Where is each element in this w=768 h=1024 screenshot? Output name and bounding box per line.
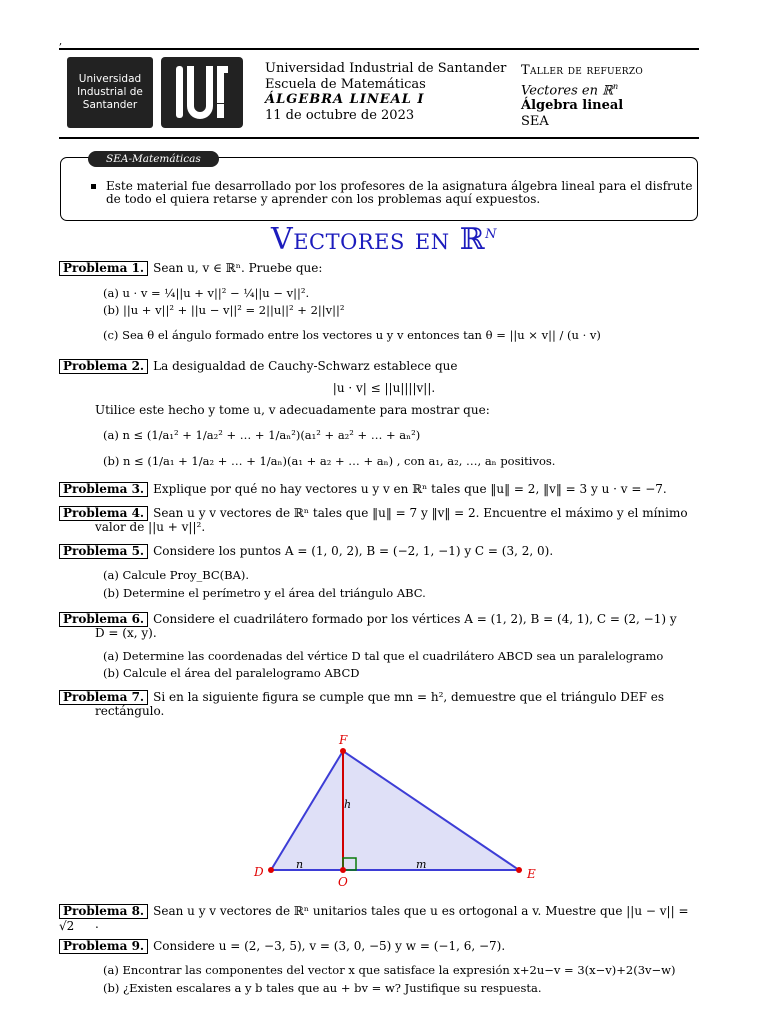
- problem-2-continuation: Utilice este hecho y tome u, v adecuadamente para mostrar que:: [95, 403, 490, 417]
- problem-2-item-b: (b) n ≤ (1/a₁ + 1/a₂ + … + 1/aₙ)(a₁ + a₂ + … + aₙ) , con a₁, a₂, …, aₙ positivos.: [103, 454, 556, 468]
- problem-label: Problema 9.: [59, 939, 148, 954]
- document-date: 11 de octubre de 2023: [265, 107, 415, 123]
- problem-text: Explique por qué no hay vectores u y v en ℝⁿ tales que ‖u‖ = 2, ‖v‖ = 3 y u · v = −7.: [153, 482, 667, 496]
- problem-9: [59, 939, 699, 954]
- info-line-1: Este material fue desarrollado por los profesores de la asignatura álgebra lineal para el disfrute: [106, 179, 693, 193]
- problem-text: Sean u, v ∈ ℝⁿ. Pruebe que:: [153, 261, 323, 275]
- point-d: [268, 867, 274, 873]
- problem-6-continuation: D = (x, y).: [95, 626, 157, 640]
- header-meta: [521, 63, 643, 129]
- info-box-tag: SEA-Matemáticas: [88, 151, 219, 167]
- problem-text: Si en la siguiente figura se cumple que mn = h², demuestre que el triángulo DEF es: [153, 690, 665, 704]
- point-o: [340, 867, 346, 873]
- problem-6-item-a: (a) Determine las coordenadas del vértice D tal que el cuadrilátero ABCD sea un paralelogramo: [103, 649, 664, 663]
- problem-4-continuation: valor de ||u + v||².: [95, 520, 206, 534]
- label-e: E: [527, 867, 536, 881]
- point-e: [516, 867, 522, 873]
- problem-2-item-a: (a) n ≤ (1/a₁² + 1/a₂² + … + 1/aₙ²)(a₁² + a₂² + … + aₙ²): [103, 428, 421, 442]
- label-n: n: [296, 858, 304, 871]
- triangle-def: [271, 751, 519, 870]
- problem-4: [59, 506, 699, 521]
- header-bottom-rule: [59, 137, 699, 139]
- worksheet-type: Taller de refuerzo: [521, 63, 644, 78]
- problem-2: [59, 359, 699, 374]
- problem-1-item-b: (b) ||u + v||² + ||u − v||² = 2||u||² + 2||v||²: [103, 303, 345, 317]
- triangle-figure: [240, 728, 550, 888]
- bullet-icon: [91, 184, 96, 189]
- problem-label: Problema 1.: [59, 261, 148, 276]
- problem-label: Problema 5.: [59, 544, 148, 559]
- problem-text: La desigualdad de Cauchy-Schwarz establece que: [153, 359, 458, 373]
- problem-9-item-b: (b) ¿Existen escalares a y b tales que au + bv = w? Justifique su respuesta.: [103, 981, 542, 995]
- info-box-text: [93, 180, 693, 205]
- logo-line-1: Universidad: [78, 73, 142, 85]
- point-f: [340, 748, 346, 754]
- school-name: Escuela de Matemáticas: [265, 76, 426, 92]
- problem-label: Problema 7.: [59, 690, 148, 705]
- problem-label: Problema 6.: [59, 612, 148, 627]
- problem-text: Sean u y v vectores de ℝⁿ tales que ‖u‖ = 7 y ‖v‖ = 2. Encuentre el máximo y el mínimo: [153, 506, 688, 520]
- uis-logo-icon: [161, 57, 243, 128]
- problem-6-item-b: (b) Calcule el área del paralelogramo ABCD: [103, 666, 360, 680]
- problem-5-item-b: (b) Determine el perímetro y el área del triángulo ABC.: [103, 586, 426, 600]
- problem-1: [59, 261, 699, 276]
- university-name: Universidad Industrial de Santander: [265, 61, 507, 76]
- problem-5-item-a: (a) Calcule Proy_BC(BA).: [103, 568, 250, 582]
- stray-mark: ,: [59, 36, 63, 47]
- worksheet-topic: Vectores en ℝ$^n$: [521, 81, 619, 98]
- logo-line-3: Santander: [82, 99, 138, 111]
- problem-label: Problema 8.: [59, 904, 148, 919]
- header-institution: [265, 61, 506, 123]
- program-name: SEA: [521, 113, 549, 129]
- university-text-logo: [67, 57, 153, 128]
- problem-label: Problema 2.: [59, 359, 148, 374]
- problem-3: [59, 482, 699, 497]
- header-top-rule: [59, 48, 699, 50]
- problem-text: Considere los puntos A = (1, 0, 2), B = (−2, 1, −1) y C = (3, 2, 0).: [153, 544, 554, 558]
- problem-1-item-c: (c) Sea θ el ángulo formado entre los vectores u y v entonces tan θ = ||u × v|| / (u · v): [103, 328, 601, 342]
- logo-line-2: Industrial de: [77, 86, 143, 98]
- problem-8-continuation: .: [95, 917, 99, 931]
- problem-9-item-a: (a) Encontrar las componentes del vector x que satisface la expresión x+2u−v = 3(x−v)+2(3v−w): [103, 963, 676, 977]
- problem-text: Considere u = (2, −3, 5), v = (3, 0, −5) y w = (−1, 6, −7).: [153, 939, 506, 953]
- page-title: Vectores en ℝ$^n$: [271, 222, 497, 257]
- label-o: O: [338, 875, 348, 888]
- problem-5: [59, 544, 699, 559]
- label-m: m: [416, 858, 427, 871]
- problem-label: Problema 3.: [59, 482, 148, 497]
- problem-label: Problema 4.: [59, 506, 148, 521]
- problem-1-item-a: (a) u · v = ¼||u + v||² − ¼||u − v||².: [103, 286, 310, 300]
- subject-name: Álgebra lineal: [521, 98, 624, 114]
- label-h: h: [344, 798, 352, 811]
- problem-text: Considere el cuadrilátero formado por los vértices A = (1, 2), B = (4, 1), C = (2, −1) y: [153, 612, 677, 626]
- problem-7: [59, 690, 699, 705]
- info-line-2: de todo el quiera retarse y aprender con los problemas aquí expuestos.: [106, 191, 541, 206]
- course-name: ÁLGEBRA LINEAL I: [265, 92, 425, 107]
- cauchy-schwarz-inequality: |u · v| ≤ ||u||||v||.: [332, 381, 436, 395]
- problem-text: Sean u y v vectores de ℝⁿ unitarios tales que u es ortogonal a v. Muestre que ||u − v|| = √2: [59, 904, 689, 933]
- label-d: D: [254, 865, 264, 879]
- label-f: F: [339, 733, 348, 747]
- problem-7-continuation: rectángulo.: [95, 704, 165, 718]
- problem-6: [59, 612, 699, 627]
